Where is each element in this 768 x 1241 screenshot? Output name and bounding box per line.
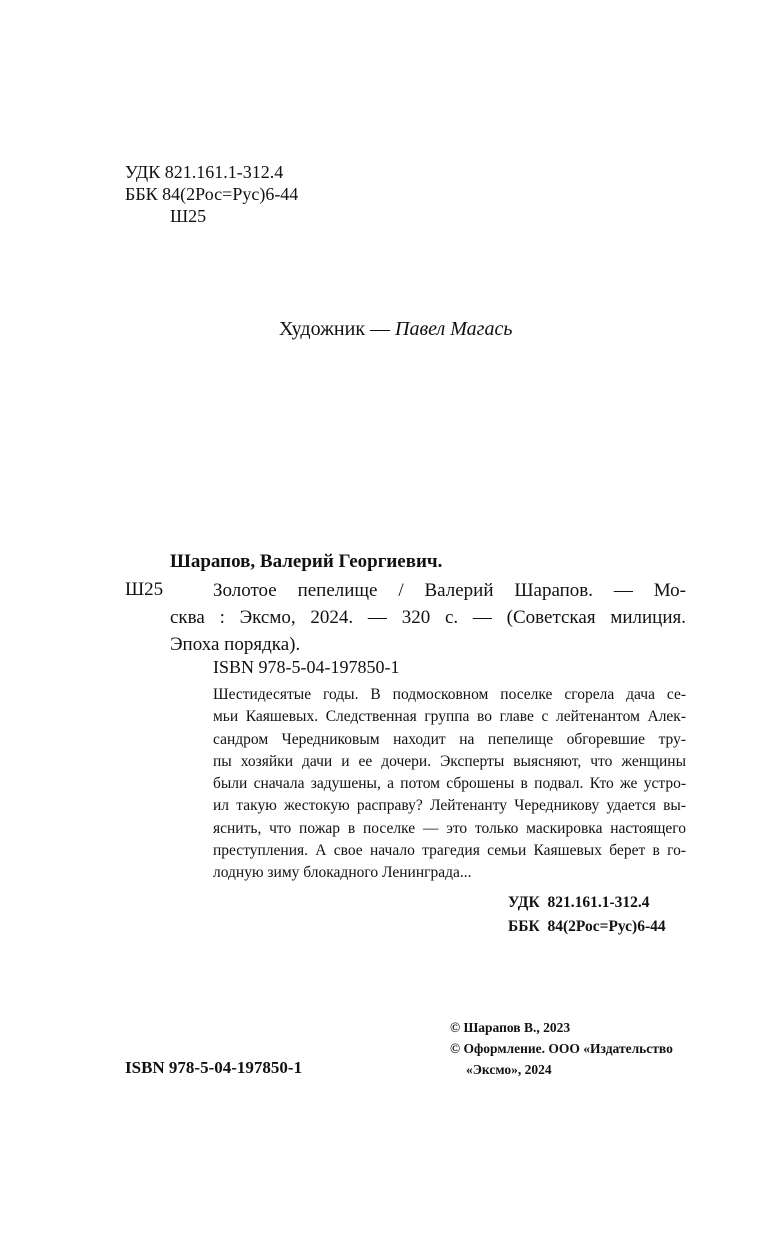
annotation-line: ил такую жестокую расправу? Лейтенанту Чередникову удается вы- [213,797,686,815]
udk-code-top: УДК 821.161.1-312.4 [125,162,284,182]
annotation-line: мьи Каяшевых. Следственная группа во главе с лейтенантом Алек- [213,708,686,726]
bbk-code-top: ББК 84(2Рос=Рус)6-44 [125,184,299,204]
copyright-author: © Шарапов В., 2023 [450,1020,571,1035]
annotation-line: Шестидесятые годы. В подмосковном поселке сгорела дача се- [213,686,686,703]
author-mark-top: Ш25 [170,206,207,226]
udk-code-bottom: УДК 821.161.1-312.4 [508,894,650,911]
annotation-line: сандром Чередниковым находит на пепелище обгоревшие тру- [213,730,686,748]
description-line: Золотое пепелище / Валерий Шарапов. — Мо- [213,580,686,601]
annotation-line: пы хозяйки дачи и ее дочери. Эксперты выясняют, что женщины [213,752,686,770]
annotation-line: были сначала задушены, а потом сброшены в подвал. Кто же устро- [213,775,686,793]
description-line: Эпоха порядка). [170,634,301,655]
annotation-line: лодную зиму блокадного Ленинграда... [213,864,472,882]
artist-credit-label: Художник — [279,318,396,340]
annotation-line: преступления. А свое начало трагедия семьи Каяшевых берет в го- [213,842,686,860]
copyright-design-cont: «Эксмо», 2024 [466,1062,552,1077]
artist-name: Павел Магась [395,318,513,340]
artist-credit [279,317,512,341]
author-mark-bib: Ш25 [125,579,164,600]
description-line: сква : Эксмо, 2024. — 320 с. — (Советская милиция. [170,607,686,628]
annotation [213,684,686,885]
isbn-main: ISBN 978-5-04-197850-1 [125,1058,303,1077]
copyright-design: © Оформление. ООО «Издательство [450,1041,673,1056]
annotation-line: яснить, что пожар в поселке — это только маскировка настоящего [213,819,686,837]
bibliographic-description [170,577,686,658]
author-heading: Шарапов, Валерий Георгиевич. [170,551,443,572]
isbn-bib: ISBN 978-5-04-197850-1 [213,657,400,677]
bbk-code-bottom: ББК 84(2Рос=Рус)6-44 [508,918,666,935]
